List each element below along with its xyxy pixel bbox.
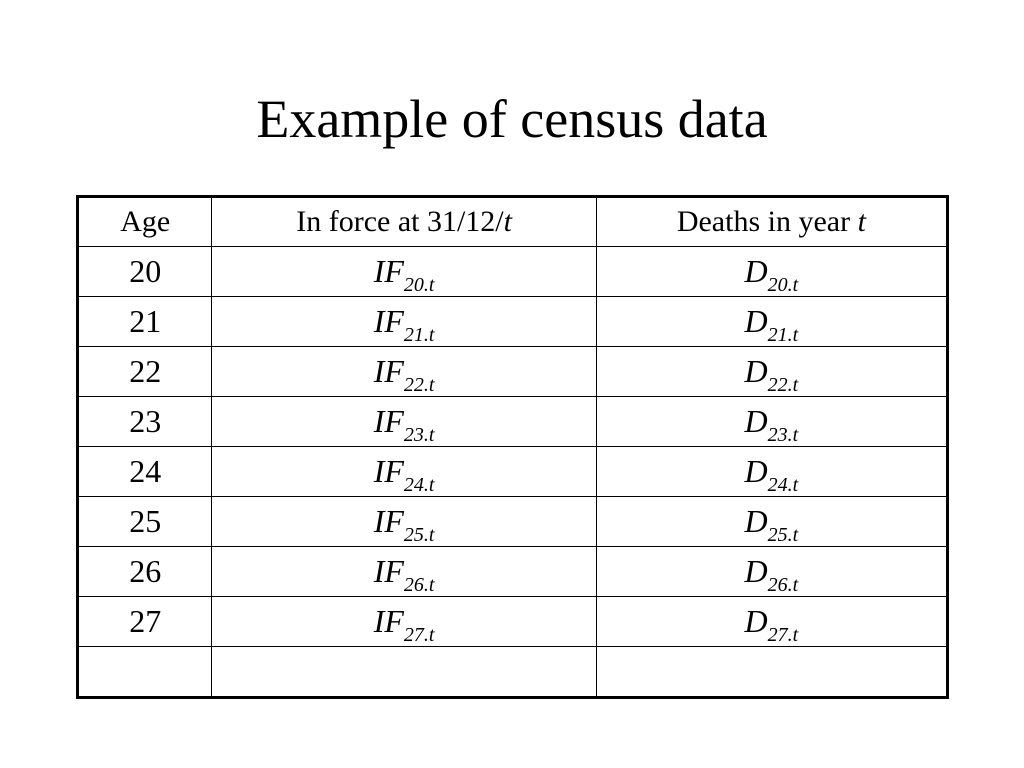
table-row — [78, 247, 948, 297]
cell-deaths: $D_{20.t}$ — [596, 247, 947, 297]
cell-age: 22 — [78, 347, 212, 397]
cell-deaths: $D_{23.t}$ — [596, 397, 947, 447]
header-age: Age — [78, 197, 212, 247]
cell-age: 23 — [78, 397, 212, 447]
table-row — [78, 547, 948, 597]
cell-in-force: $IF_{21.t}$ — [212, 297, 596, 347]
table-row — [78, 397, 948, 447]
cell-in-force: $IF_{26.t}$ — [212, 547, 596, 597]
table-row — [78, 347, 948, 397]
cell-in-force: $IF_{20.t}$ — [212, 247, 596, 297]
cell-in-force: $IF_{24.t}$ — [212, 447, 596, 497]
cell-deaths: $D_{21.t}$ — [596, 297, 947, 347]
cell-deaths: $D_{22.t}$ — [596, 347, 947, 397]
cell-age — [78, 647, 212, 698]
cell-in-force — [212, 647, 596, 698]
cell-age: 25 — [78, 497, 212, 547]
cell-deaths: $D_{27.t}$ — [596, 597, 947, 647]
cell-age: 26 — [78, 547, 212, 597]
cell-deaths — [596, 647, 947, 698]
header-deaths: Deaths in year t — [596, 197, 947, 247]
table-header-row — [78, 197, 948, 247]
table-row — [78, 447, 948, 497]
cell-in-force: $IF_{23.t}$ — [212, 397, 596, 447]
cell-deaths: $D_{25.t}$ — [596, 497, 947, 547]
table-row — [78, 597, 948, 647]
census-table — [76, 195, 949, 699]
cell-deaths: $D_{26.t}$ — [596, 547, 947, 597]
cell-age: 20 — [78, 247, 212, 297]
cell-age: 24 — [78, 447, 212, 497]
cell-in-force: $IF_{25.t}$ — [212, 497, 596, 547]
table-row — [78, 497, 948, 547]
cell-deaths: $D_{24.t}$ — [596, 447, 947, 497]
table-row — [78, 297, 948, 347]
cell-age: 27 — [78, 597, 212, 647]
table-row-empty — [78, 647, 948, 698]
cell-age: 21 — [78, 297, 212, 347]
cell-in-force: $IF_{22.t}$ — [212, 347, 596, 397]
slide-title: Example of census data — [256, 89, 768, 149]
cell-in-force: $IF_{27.t}$ — [212, 597, 596, 647]
header-in-force: In force at 31/12/t — [212, 197, 596, 247]
